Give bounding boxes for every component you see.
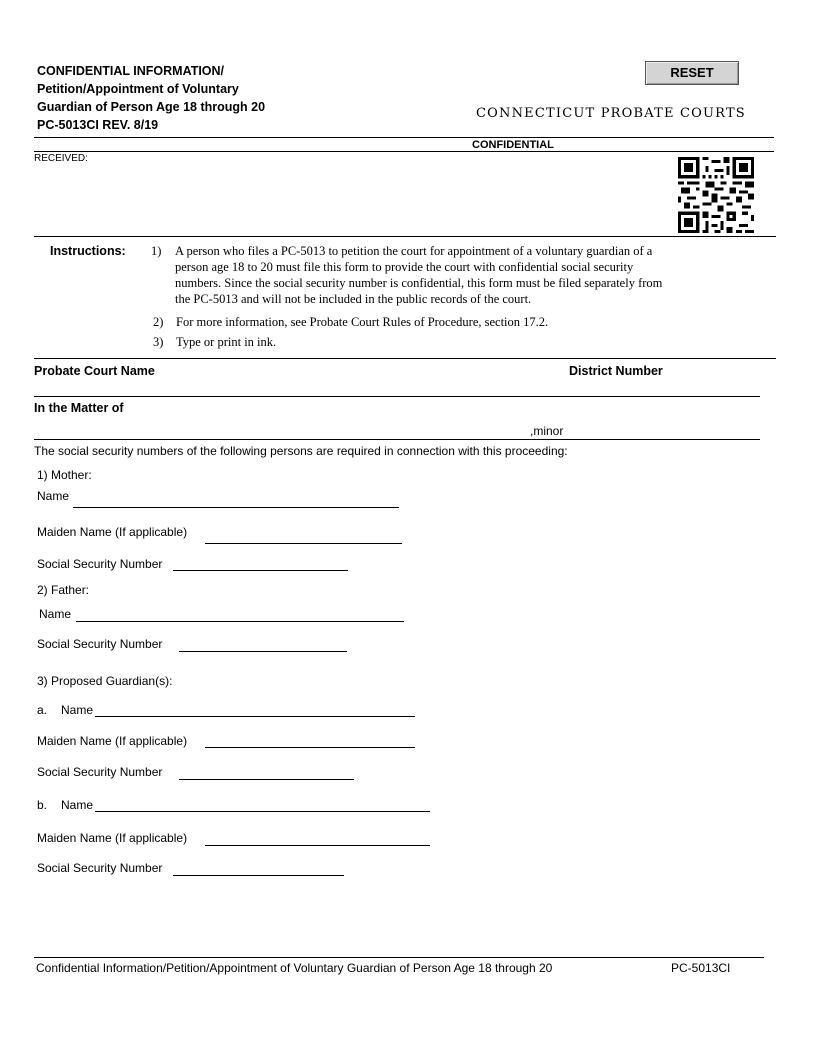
guardian-a-name-label: Name	[61, 703, 94, 717]
divider	[34, 137, 774, 138]
district-number-label: District Number	[569, 364, 663, 378]
mother-maiden-name-label: Maiden Name (If applicable)	[37, 525, 188, 539]
instruction-number: 2)	[153, 315, 164, 329]
guardian-b-name-field[interactable]	[95, 811, 430, 812]
divider	[34, 358, 776, 359]
guardian-a-letter: a.	[37, 703, 48, 717]
guardian-a-name-field[interactable]	[95, 716, 415, 717]
probate-court-name-label: Probate Court Name	[34, 364, 155, 378]
reset-button[interactable]: RESET	[645, 61, 739, 85]
court-name-header: CONNECTICUT PROBATE COURTS	[476, 106, 746, 121]
instruction-3: Type or print in ink.	[176, 335, 277, 349]
footer-title: Confidential Information/Petition/Appointment of Voluntary Guardian of Person Age 18 through 20	[36, 961, 553, 975]
guardian-b-letter: b.	[37, 798, 48, 812]
instruction-number: 3)	[153, 335, 164, 349]
father-name-label: Name	[39, 607, 72, 621]
father-ssn-label: Social Security Number	[37, 637, 163, 651]
guardian-a-ssn-field[interactable]	[179, 779, 354, 780]
instruction-line: numbers. Since the social security number is confidential, this form must be filed separately from	[175, 276, 663, 290]
guardian-b-ssn-label: Social Security Number	[37, 861, 163, 875]
guardian-a-maiden-name-label: Maiden Name (If applicable)	[37, 734, 188, 748]
form-title	[37, 62, 265, 134]
footer-divider	[34, 957, 764, 958]
instruction-2: For more information, see Probate Court Rules of Procedure, section 17.2.	[176, 315, 549, 329]
ssn-intro-text: The social security numbers of the following persons are required in connection with this proceeding:	[34, 444, 568, 458]
instruction-line: A person who files a PC-5013 to petition the court for appointment of a voluntary guardian of a	[175, 244, 653, 258]
mother-ssn-label: Social Security Number	[37, 557, 163, 571]
probate-court-name-field[interactable]	[34, 396, 760, 397]
in-the-matter-of-label: In the Matter of	[34, 401, 124, 415]
form-title-line-3: Guardian of Person Age 18 through 20	[37, 100, 266, 114]
guardian-b-ssn-field[interactable]	[173, 875, 344, 876]
father-ssn-field[interactable]	[179, 651, 347, 652]
received-label: RECEIVED:	[34, 153, 88, 164]
qr-code-icon	[678, 157, 754, 233]
instruction-line: the PC-5013 and will not be included in the public records of the court.	[175, 292, 532, 306]
form-title-line-1: CONFIDENTIAL INFORMATION/	[37, 64, 225, 78]
guardian-b-name-label: Name	[61, 798, 94, 812]
instruction-number: 1)	[151, 244, 162, 258]
guardians-heading: 3) Proposed Guardian(s):	[37, 674, 173, 688]
confidential-label: CONFIDENTIAL	[472, 139, 554, 151]
mother-name-label: Name	[37, 489, 70, 503]
form-number: PC-5013CI REV. 8/19	[37, 118, 159, 132]
form-title-line-2: Petition/Appointment of Voluntary	[37, 82, 239, 96]
divider	[34, 236, 776, 237]
guardian-a-maiden-name-field[interactable]	[205, 747, 415, 748]
guardian-b-maiden-name-field[interactable]	[205, 845, 430, 846]
mother-heading: 1) Mother:	[37, 468, 92, 482]
father-heading: 2) Father:	[37, 583, 90, 597]
mother-ssn-field[interactable]	[173, 570, 348, 571]
instruction-1	[175, 243, 662, 307]
divider	[34, 151, 774, 152]
instruction-line: person age 18 to 20 must file this form to provide the court with confidential social security	[175, 260, 634, 274]
instructions-label: Instructions:	[50, 244, 126, 258]
father-name-field[interactable]	[76, 621, 404, 622]
mother-maiden-name-field[interactable]	[205, 543, 402, 544]
mother-name-field[interactable]	[73, 507, 399, 508]
guardian-a-ssn-label: Social Security Number	[37, 765, 163, 779]
guardian-b-maiden-name-label: Maiden Name (If applicable)	[37, 831, 188, 845]
footer-form-id: PC-5013CI	[671, 961, 731, 975]
minor-label: ,minor	[530, 424, 564, 438]
in-the-matter-of-field[interactable]	[34, 439, 760, 440]
